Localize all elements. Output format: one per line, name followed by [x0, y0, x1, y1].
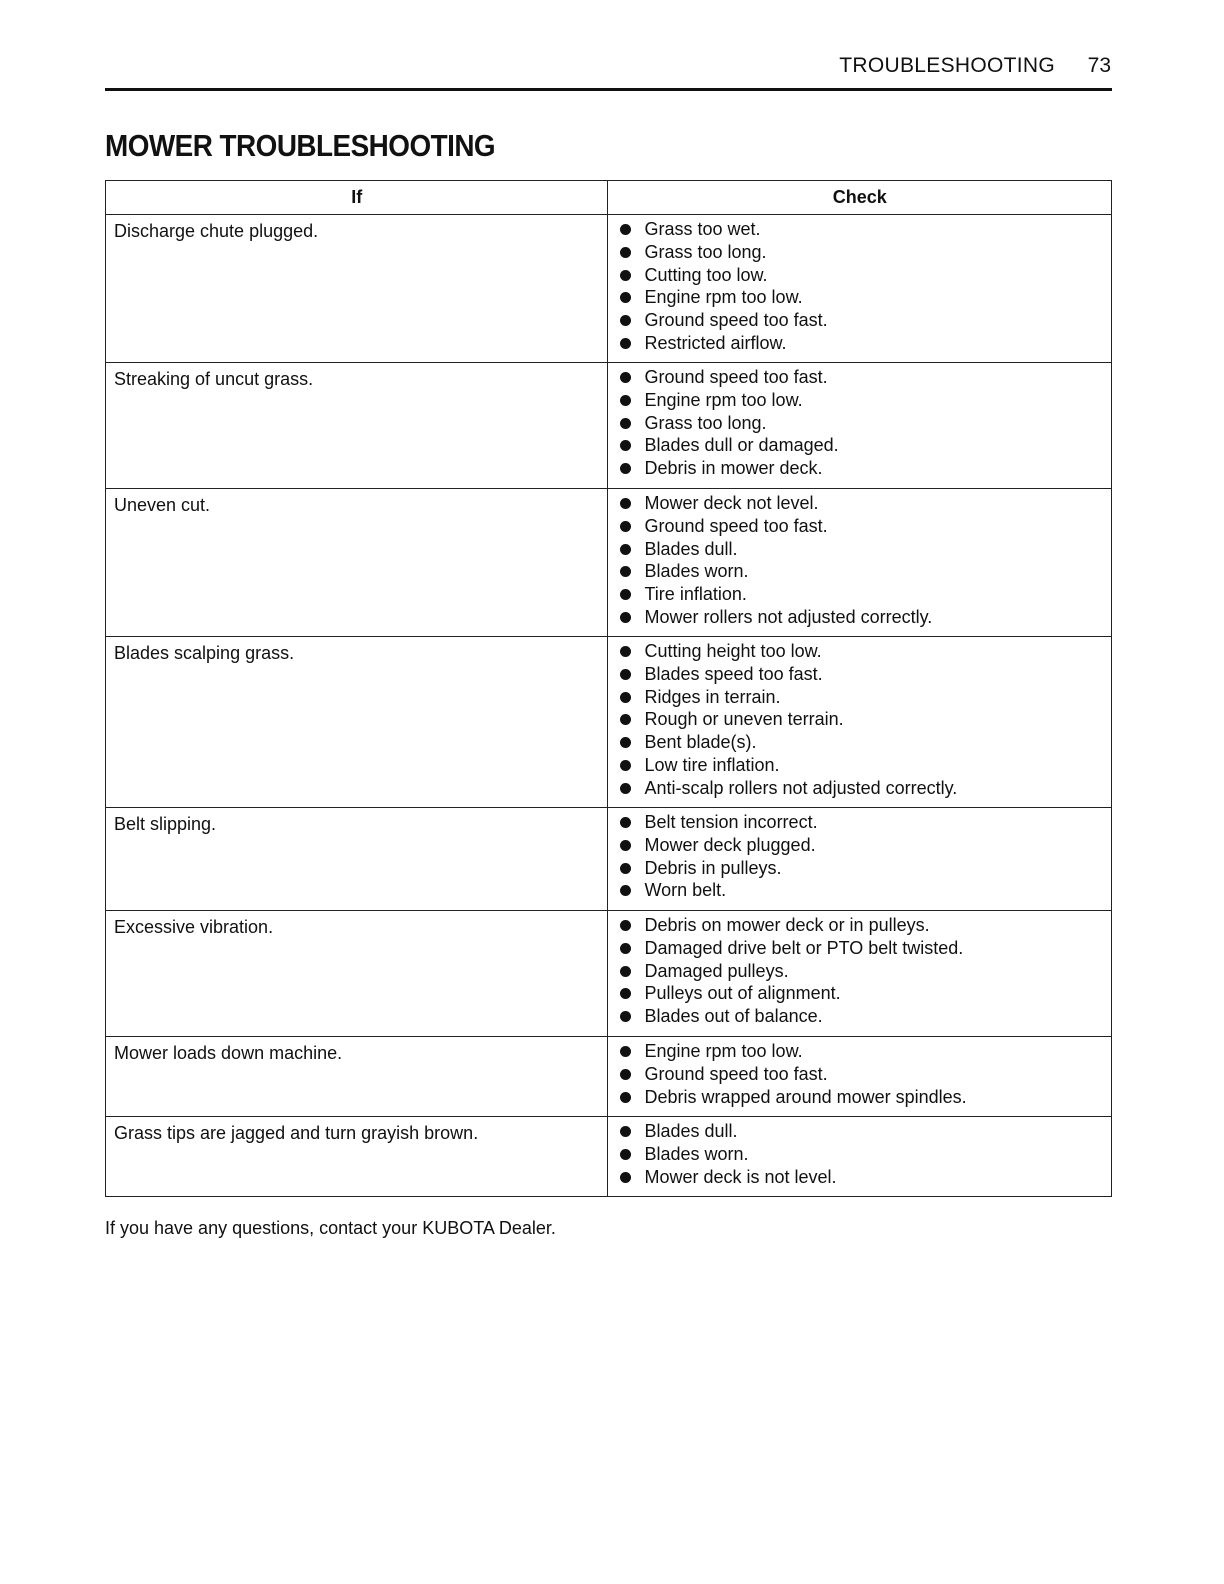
check-item	[618, 777, 1111, 800]
check-item-text: Grass too long.	[644, 412, 767, 433]
bullet-icon	[620, 817, 631, 828]
check-item-text: Ground speed too fast.	[644, 515, 828, 536]
bullet-icon	[620, 612, 631, 623]
condition-text: Mower loads down machine.	[114, 1043, 343, 1063]
bullet-icon	[620, 418, 631, 429]
condition-cell	[106, 489, 608, 637]
check-item-text: Anti-scalp rollers not adjusted correctly.	[644, 777, 958, 798]
check-list	[608, 911, 1111, 1035]
check-item	[618, 1040, 1111, 1063]
check-item	[618, 560, 1111, 583]
check-item	[618, 914, 1111, 937]
check-list	[608, 1117, 1111, 1195]
condition-cell	[106, 808, 608, 911]
page-header	[105, 52, 1112, 91]
check-item-text: Cutting height too low.	[644, 641, 822, 661]
check-item-text: Mower deck not level.	[644, 493, 819, 513]
bullet-icon	[620, 885, 631, 896]
check-list	[608, 215, 1111, 362]
check-item-text: Damaged pulleys.	[644, 960, 789, 981]
check-item-text: Blades dull or damaged.	[644, 435, 839, 456]
check-item	[618, 515, 1111, 538]
check-cell	[608, 911, 1112, 1037]
troubleshooting-table	[105, 180, 1112, 1197]
column-header-if: If	[106, 181, 608, 215]
bullet-icon	[620, 646, 631, 657]
check-item-text: Grass too long.	[644, 241, 767, 262]
check-item	[618, 686, 1111, 709]
check-item	[618, 1005, 1111, 1028]
bullet-icon	[620, 440, 631, 451]
bullet-icon	[620, 498, 631, 509]
bullet-icon	[620, 943, 631, 954]
bullet-icon	[620, 863, 631, 874]
check-cell	[608, 489, 1112, 637]
bullet-icon	[620, 669, 631, 680]
condition-cell	[106, 1037, 608, 1117]
check-item	[618, 1166, 1111, 1189]
check-item-text: Blades dull.	[644, 538, 738, 559]
check-item	[618, 434, 1111, 457]
check-item	[618, 583, 1111, 606]
check-item-text: Engine rpm too low.	[644, 1041, 803, 1061]
check-item-text: Blades speed too fast.	[644, 663, 823, 684]
condition-text: Grass tips are jagged and turn grayish brown.	[114, 1123, 479, 1143]
check-item	[618, 982, 1111, 1005]
check-item-text: Blades dull.	[644, 1121, 738, 1141]
check-item	[618, 457, 1111, 480]
check-item-text: Mower rollers not adjusted correctly.	[644, 606, 933, 627]
check-item	[618, 538, 1111, 561]
check-item	[618, 332, 1111, 355]
check-item	[618, 218, 1111, 241]
check-item-text: Engine rpm too low.	[644, 389, 803, 410]
condition-cell	[106, 637, 608, 808]
condition-text: Blades scalping grass.	[114, 643, 295, 663]
check-cell	[608, 637, 1112, 808]
bullet-icon	[620, 338, 631, 349]
check-item	[618, 1063, 1111, 1086]
table-row	[106, 1037, 1112, 1117]
check-cell	[608, 1037, 1112, 1117]
check-item-text: Pulleys out of alignment.	[644, 983, 841, 1004]
check-item-text: Tire inflation.	[644, 584, 747, 605]
check-item	[618, 834, 1111, 857]
bullet-icon	[620, 1092, 631, 1103]
check-item-text: Debris in pulleys.	[644, 857, 782, 878]
check-item	[618, 412, 1111, 435]
check-item-text: Blades out of balance.	[644, 1006, 823, 1027]
check-item	[618, 754, 1111, 777]
check-item	[618, 640, 1111, 663]
bullet-icon	[620, 372, 631, 383]
check-item-text: Rough or uneven terrain.	[644, 709, 844, 730]
table-row	[106, 637, 1112, 808]
check-item-text: Restricted airflow.	[644, 332, 787, 353]
check-item-text: Damaged drive belt or PTO belt twisted.	[644, 937, 964, 958]
bullet-icon	[620, 1011, 631, 1022]
page-title: MOWER TROUBLESHOOTING	[105, 128, 496, 163]
check-item	[618, 731, 1111, 754]
table-row	[106, 911, 1112, 1037]
table-body	[106, 215, 1112, 1197]
check-item	[618, 286, 1111, 309]
bullet-icon	[620, 544, 631, 555]
check-cell	[608, 363, 1112, 489]
bullet-icon	[620, 224, 631, 235]
check-item-text: Mower deck is not level.	[644, 1166, 837, 1187]
check-item	[618, 1086, 1111, 1109]
bullet-icon	[620, 1172, 631, 1183]
running-header-section: TROUBLESHOOTING	[839, 54, 1055, 77]
check-item	[618, 606, 1111, 629]
bullet-icon	[620, 292, 631, 303]
condition-cell	[106, 363, 608, 489]
check-item	[618, 708, 1111, 731]
condition-cell	[106, 215, 608, 363]
check-item-text: Debris wrapped around mower spindles.	[644, 1086, 967, 1107]
bullet-icon	[620, 920, 631, 931]
bullet-icon	[620, 566, 631, 577]
check-item-text: Ground speed too fast.	[644, 367, 828, 387]
check-item-text: Low tire inflation.	[644, 754, 780, 775]
bullet-icon	[620, 589, 631, 600]
dealer-contact-note: If you have any questions, contact your KUBOTA Dealer.	[105, 1218, 556, 1238]
check-list	[608, 1037, 1111, 1115]
condition-cell	[106, 1117, 608, 1197]
condition-text: Belt slipping.	[114, 814, 217, 834]
bullet-icon	[620, 521, 631, 532]
bullet-icon	[620, 1046, 631, 1057]
check-item-text: Debris in mower deck.	[644, 458, 823, 479]
condition-text: Streaking of uncut grass.	[114, 369, 314, 389]
page-number: 73	[1087, 54, 1111, 77]
bullet-icon	[620, 463, 631, 474]
check-item	[618, 492, 1111, 515]
check-item	[618, 937, 1111, 960]
check-item-text: Worn belt.	[644, 880, 727, 901]
table-row	[106, 363, 1112, 489]
check-item	[618, 264, 1111, 287]
check-list	[608, 363, 1111, 487]
check-item	[618, 389, 1111, 412]
check-item-text: Bent blade(s).	[644, 732, 757, 753]
bullet-icon	[620, 966, 631, 977]
check-list	[608, 637, 1111, 807]
bullet-icon	[620, 270, 631, 281]
check-item-text: Blades worn.	[644, 561, 749, 582]
table-row	[106, 489, 1112, 637]
bullet-icon	[620, 395, 631, 406]
check-item-text: Ground speed too fast.	[644, 1063, 828, 1084]
table-header-row	[106, 181, 1112, 215]
condition-cell	[106, 911, 608, 1037]
check-list	[608, 808, 1111, 909]
bullet-icon	[620, 1149, 631, 1160]
column-header-check: Check	[608, 181, 1112, 215]
check-item-text: Engine rpm too low.	[644, 287, 803, 308]
bullet-icon	[620, 988, 631, 999]
bullet-icon	[620, 1069, 631, 1080]
check-item-text: Grass too wet.	[644, 219, 761, 239]
condition-text: Discharge chute plugged.	[114, 221, 319, 241]
bullet-icon	[620, 315, 631, 326]
check-item-text: Debris on mower deck or in pulleys.	[644, 915, 930, 935]
bullet-icon	[620, 840, 631, 851]
condition-text: Excessive vibration.	[114, 917, 274, 937]
check-item-text: Blades worn.	[644, 1143, 749, 1164]
check-item	[618, 811, 1111, 834]
bullet-icon	[620, 247, 631, 258]
check-item	[618, 1143, 1111, 1166]
check-item	[618, 879, 1111, 902]
check-item	[618, 960, 1111, 983]
check-item	[618, 241, 1111, 264]
bullet-icon	[620, 1126, 631, 1137]
check-cell	[608, 808, 1112, 911]
condition-text: Uneven cut.	[114, 495, 211, 515]
table-row	[106, 215, 1112, 363]
table-row	[106, 808, 1112, 911]
check-item	[618, 309, 1111, 332]
bullet-icon	[620, 737, 631, 748]
check-item-text: Ridges in terrain.	[644, 686, 781, 707]
bullet-icon	[620, 714, 631, 725]
bullet-icon	[620, 760, 631, 771]
check-item-text: Mower deck plugged.	[644, 834, 816, 855]
check-list	[608, 489, 1111, 636]
check-item	[618, 1120, 1111, 1143]
check-item-text: Cutting too low.	[644, 264, 768, 285]
check-cell	[608, 215, 1112, 363]
bullet-icon	[620, 692, 631, 703]
table-row	[106, 1117, 1112, 1197]
check-item	[618, 663, 1111, 686]
bullet-icon	[620, 783, 631, 794]
check-item	[618, 857, 1111, 880]
check-item-text: Ground speed too fast.	[644, 310, 828, 331]
check-cell	[608, 1117, 1112, 1197]
check-item-text: Belt tension incorrect.	[644, 812, 818, 832]
check-item	[618, 366, 1111, 389]
